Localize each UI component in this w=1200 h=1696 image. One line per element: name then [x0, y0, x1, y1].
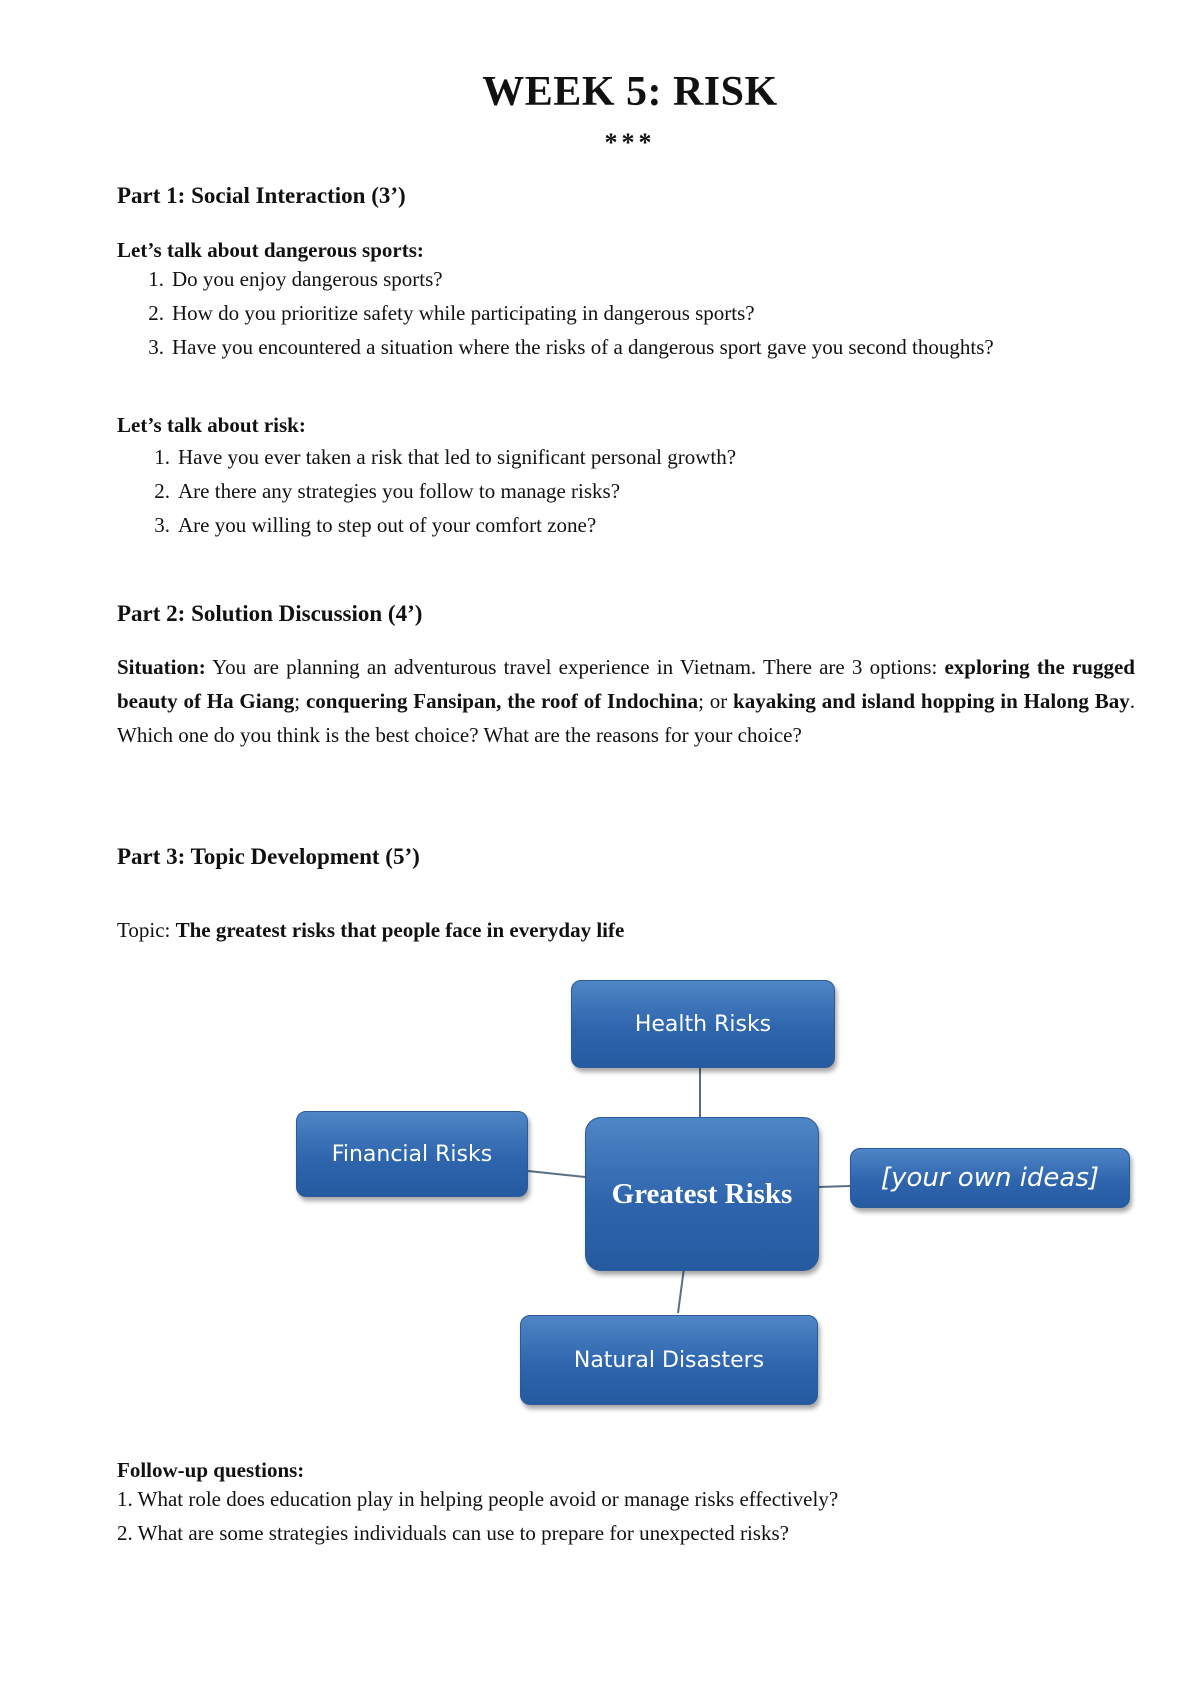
node-health-risks: Health Risks [571, 980, 835, 1068]
option-halong-bay: kayaking and island hopping in Halong Bay [733, 689, 1130, 713]
list-item: 2. Are there any strategies you follow to manage risks? [154, 479, 621, 503]
list-item: 3. Have you encountered a situation where the risks of a dangerous sport gave you second thoughts? [148, 335, 994, 359]
topic-line: Topic: The greatest risks that people face in everyday life [117, 918, 625, 942]
node-greatest-risks: Greatest Risks [585, 1117, 819, 1271]
list-item: 1. Do you enjoy dangerous sports? [148, 267, 443, 291]
list-item: 1. What role does education play in helping people avoid or manage risks effectively? [117, 1487, 839, 1511]
node-natural-disasters: Natural Disasters [520, 1315, 818, 1405]
sports-heading: Let’s talk about dangerous sports: [117, 238, 424, 262]
part1-heading: Part 1: Social Interaction (3’) [117, 183, 406, 208]
node-your-own-ideas: [your own ideas] [850, 1148, 1130, 1208]
topic-text: The greatest risks that people face in everyday life [175, 918, 625, 942]
list-item: 2. What are some strategies individuals can use to prepare for unexpected risks? [117, 1521, 789, 1545]
connector-right [819, 1186, 850, 1187]
option-ha-giang: exploring the rugged beauty of Ha Giang [117, 655, 1135, 713]
part3-heading: Part 3: Topic Development (5’) [117, 844, 420, 869]
risk-heading: Let’s talk about risk: [117, 413, 306, 437]
list-item: 3. Are you willing to step out of your comfort zone? [154, 513, 597, 537]
connector-left [528, 1171, 585, 1177]
list-item: 2. How do you prioritize safety while participating in dangerous sports? [148, 301, 755, 325]
node-financial-risks: Financial Risks [296, 1111, 528, 1197]
part2-heading: Part 2: Solution Discussion (4’) [117, 601, 423, 626]
list-item: 1. Have you ever taken a risk that led to significant personal growth? [154, 445, 737, 469]
followup-heading: Follow-up questions: [117, 1458, 305, 1482]
connector-bottom [678, 1268, 684, 1313]
title-stars: *** [604, 128, 656, 157]
page-title: WEEK 5: RISK [482, 69, 778, 115]
situation-paragraph: Situation: You are planning an adventurous travel experience in Vietnam. There are 3 options: exploring the rugged beauty of Ha Giang; conquering Fansipan, the roof of Indochina; or kayaking and island hopping in Halong Bay. Which one do you think is the best choice? What are the reasons for your choice? [117, 655, 1135, 747]
followup-question-list [117, 1482, 838, 1550]
situation-label: Situation: [117, 655, 206, 679]
option-fansipan: conquering Fansipan, the roof of Indochina [305, 689, 699, 713]
